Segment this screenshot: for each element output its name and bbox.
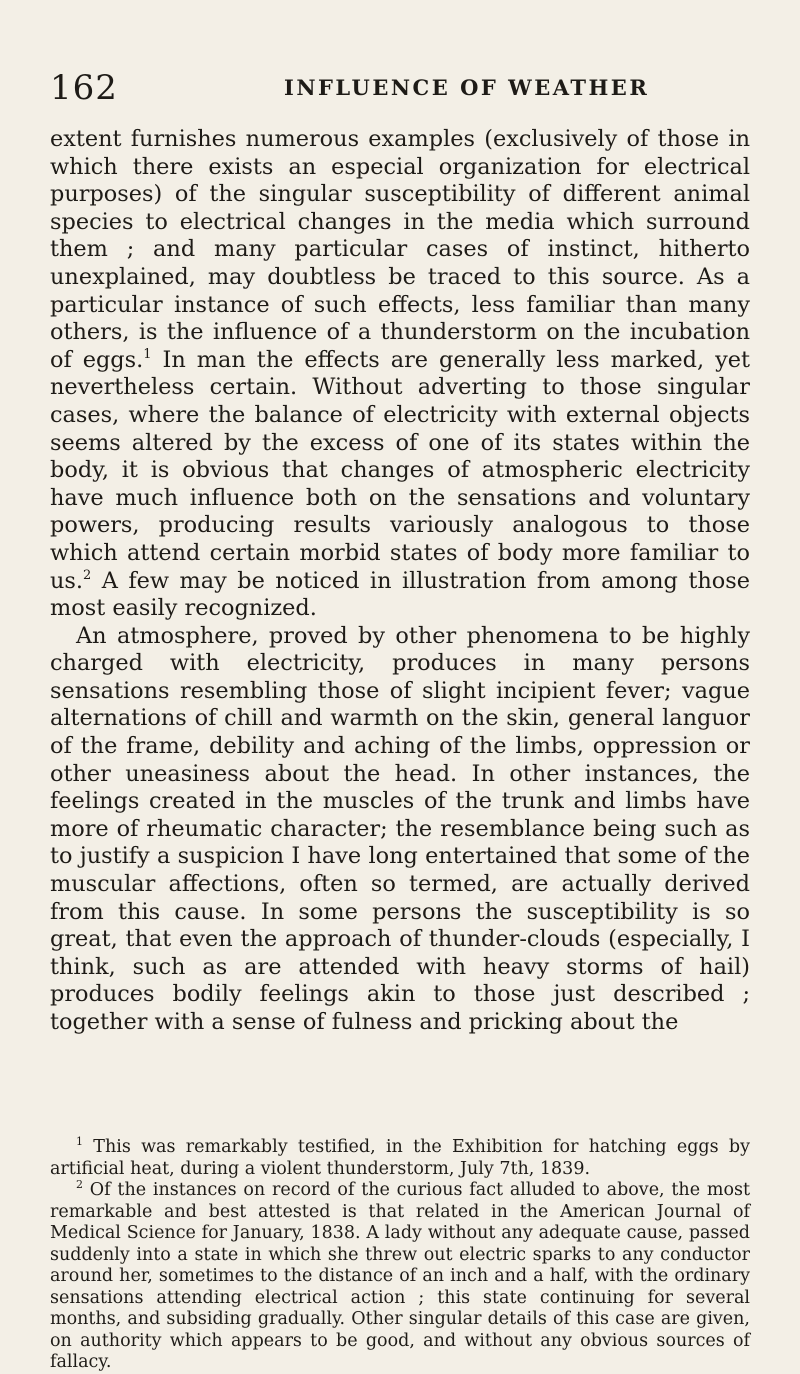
paragraph-1-part-1: extent furnishes numerous examples (exclusively of those in which there exists an especial organization for electrical purposes) of the singular susceptibility of different animal species to electrical changes in the media which surround them ; and many particular cases of instinct, hitherto unexplained, may doubtless be traced to this source. As a particular instance of such effects, less familiar than many others, is the influence of a thunderstorm on the incubation of eggs.: [50, 126, 750, 373]
paragraph-1-part-3: A few may be noticed in illustration from among those most easily recognized.: [50, 567, 750, 622]
footnote-ref-1: 1: [143, 346, 152, 362]
footnote-1-mark: 1: [76, 1135, 83, 1148]
body-text: [50, 126, 750, 1037]
paragraph-1: [50, 126, 750, 623]
running-head: INFLUENCE OF WEATHER: [284, 75, 650, 100]
footnote-2-mark: 2: [76, 1178, 83, 1191]
footnote-ref-2: 2: [83, 567, 92, 583]
paragraph-2: An atmosphere, proved by other phenomena to be highly charged with electricity, produces in many persons sensations resembling those of slight incipient fever; vague alternations of chill and warmth on the skin, general languor of the frame, debility and aching of the limbs, oppression or other uneasiness about the head. In other instances, the feelings created in the muscles of the trunk and limbs have more of rheumatic character; the resemblance being such as to justify a suspicion I have long entertained that some of the muscular affections, often so termed, are actually derived from this cause. In some persons the susceptibility is so great, that even the approach of thunder-clouds (especially, I think, such as are attended with heavy storms of hail) produces bodily feelings akin to those just described ; together with a sense of fulness and pricking about the: [50, 622, 750, 1035]
paragraph-1-part-2: In man the effects are generally less marked, yet nevertheless certain. Without adverting to those singular cases, where the balance of electricity with external objects seems altered by the excess of one of its states within the body, it is obvious that changes of atmospheric electricity have much influence both on the sensations and voluntary powers, producing results variously analogous to those which attend certain morbid states of body more familiar to us.: [50, 346, 750, 594]
page-header: [50, 68, 750, 108]
footnote-1: [50, 1137, 750, 1180]
footnote-2: [50, 1180, 750, 1374]
footnotes: [50, 1137, 750, 1374]
footnote-2-text: Of the instances on record of the curious fact alluded to above, the most remarkable and best attested is that related in the American Journal of Medical Science for January, 1838. A lady without any adequate cause, passed suddenly into a state in which she threw out electric sparks to any conductor around her, sometimes to the distance of an inch and a half, with the ordinary sensations attending electrical action ; this state continuing for several months, and subsiding gradually. Other singular details of this case are given, on authority which appears to be good, and without any obvious sources of fallacy.: [50, 1180, 750, 1372]
footnote-1-text: This was remarkably testified, in the Exhibition for hatching eggs by artificial heat, during a violent thunderstorm, July 7th, 1839.: [50, 1137, 750, 1179]
page-number: 162: [50, 68, 118, 108]
